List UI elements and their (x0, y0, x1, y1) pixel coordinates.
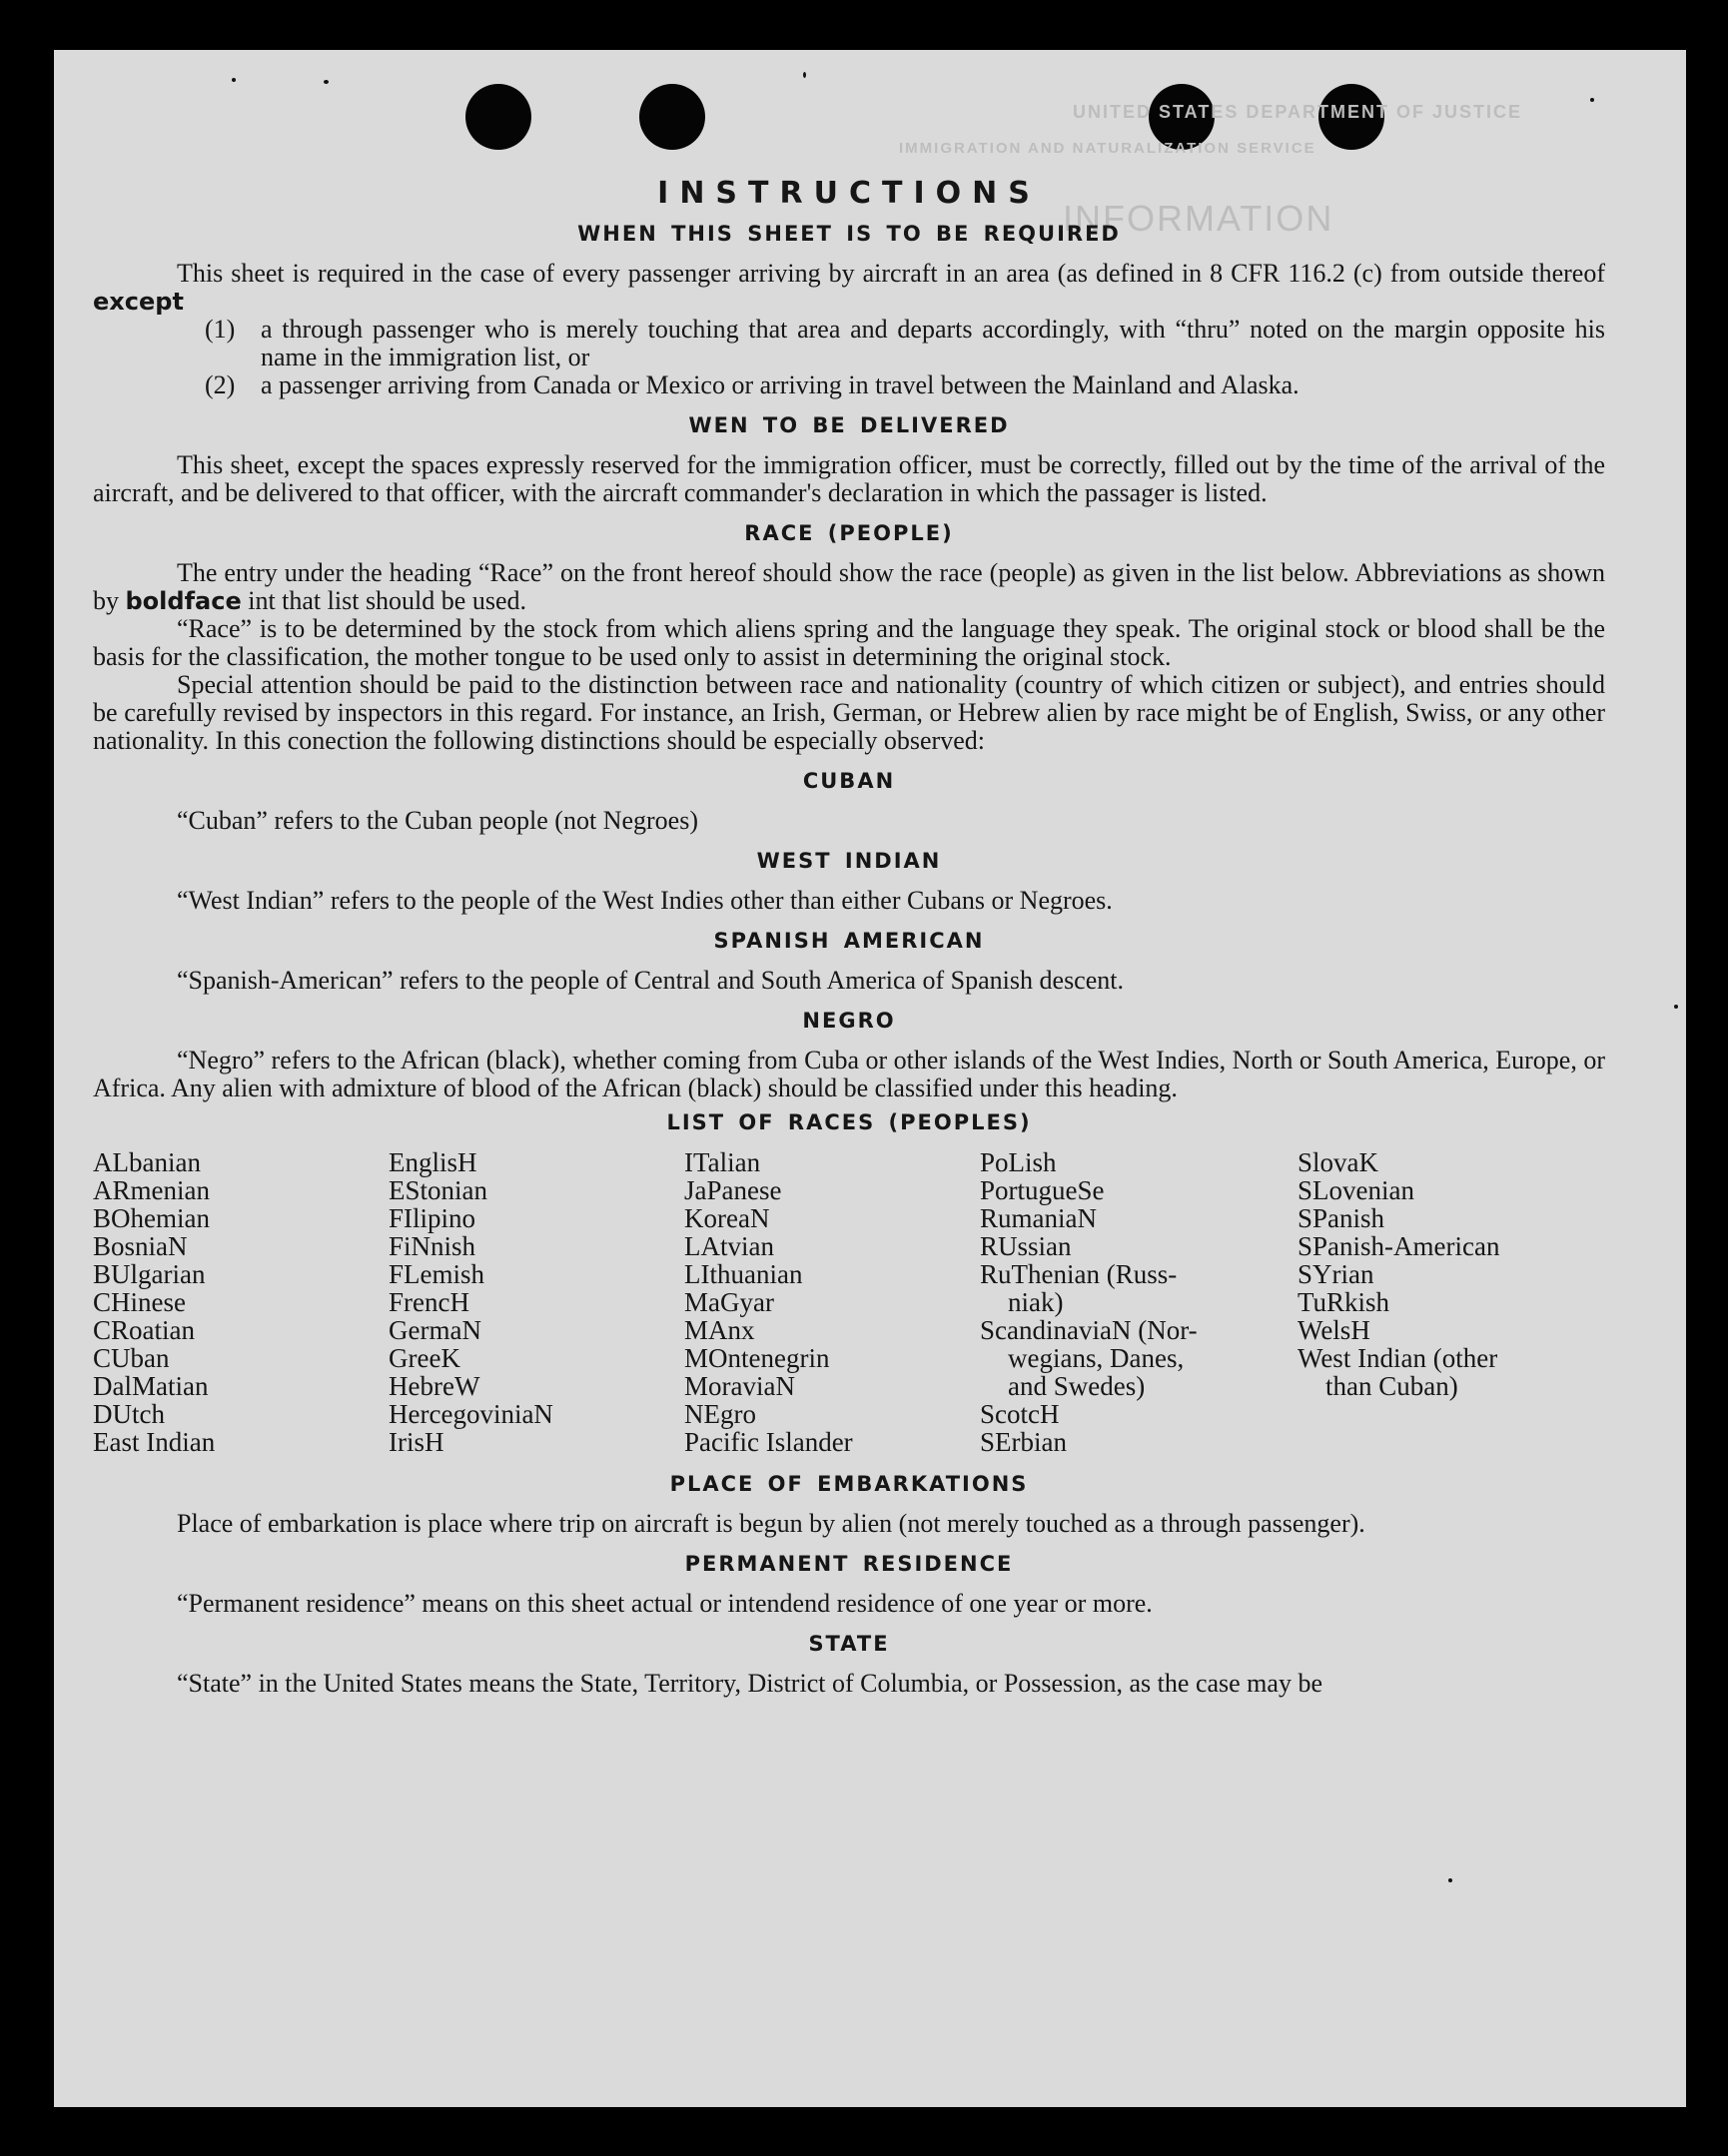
page-title: INSTRUCTIONS (657, 176, 1041, 211)
section-heading-spanish-american: SPANISH AMERICAN (713, 929, 985, 953)
race-entry: HebreW (389, 1371, 480, 1401)
race-entry: EnglisH (389, 1147, 477, 1177)
races-column (389, 1148, 684, 1456)
list-item (93, 316, 1605, 371)
race-entry-continuation: and Swedes) (1008, 1371, 1146, 1401)
section-heading-west-indian: WEST INDIAN (756, 849, 942, 873)
race-entry-continuation: than Cuban) (1325, 1371, 1458, 1401)
race-entry: ScandinaviaN (Nor- (980, 1315, 1198, 1345)
item-text: a through passenger who is merely touching that area and departs accordingly, with “thru” noted on the margin opposite his name in the immigration list, or (261, 315, 1605, 371)
race-entry: FiNnish (389, 1231, 476, 1261)
section-heading-cuban: CUBAN (802, 769, 896, 793)
embarkation-paragraph: Place of embarkation is place where trip on aircraft is begun by alien (not merely touched as a through passenger). (177, 1509, 1365, 1538)
dust-speck (232, 78, 236, 82)
race-entry: FIlipino (389, 1203, 476, 1233)
race-entry: ScotcH (980, 1399, 1060, 1429)
race-entry: JaPanese (684, 1175, 782, 1205)
race-paragraph-1 (93, 559, 1605, 615)
cuban-paragraph: “Cuban” refers to the Cuban people (not Negroes) (177, 806, 698, 835)
spanish-american-paragraph: “Spanish-American” refers to the people of Central and South America of Spanish descent. (177, 966, 1124, 995)
race-entry: RUssian (980, 1231, 1072, 1261)
instructions-body (93, 176, 1605, 1698)
race-entry: NEgro (684, 1399, 756, 1429)
race-entry-continuation: niak) (1008, 1287, 1064, 1317)
race-entry: PoLish (980, 1147, 1057, 1177)
race-entry: FLemish (389, 1259, 485, 1289)
bleed-through-text: INFORMATION (1063, 198, 1334, 239)
item-number: (2) (205, 370, 236, 399)
race-entry: BOhemian (93, 1203, 210, 1233)
section-heading-embarkation: PLACE OF EMBARKATIONS (669, 1472, 1029, 1496)
race-entry: MOntenegrin (684, 1343, 830, 1373)
punch-hole (465, 84, 531, 150)
races-column (684, 1148, 980, 1456)
races-column (980, 1148, 1297, 1456)
races-column (1297, 1148, 1597, 1456)
race-entry: EStonian (389, 1175, 487, 1205)
section-heading-list-of-races: LIST OF RACES (PEOPLES) (666, 1110, 1032, 1134)
race-entry: DalMatian (93, 1371, 209, 1401)
race-entry: TuRkish (1297, 1287, 1390, 1317)
race-entry: RuThenian (Russ- (980, 1259, 1178, 1289)
race-entry: SErbian (980, 1427, 1067, 1457)
dust-speck (1674, 1005, 1678, 1009)
section-heading-race: RACE (PEOPLE) (744, 521, 954, 545)
race-entry: MAnx (684, 1315, 755, 1345)
race-entry: KoreaN (684, 1203, 770, 1233)
race-entry: East Indian (93, 1427, 216, 1457)
race-entry: SLovenian (1297, 1175, 1414, 1205)
race-entry: WelsH (1297, 1315, 1370, 1345)
negro-paragraph: “Negro” refers to the African (black), whether coming from Cuba or other islands of the West Indies, North or South America, Europe, or Africa. Any alien with admixture of blood of the African (black) should be classified under this heading. (93, 1046, 1605, 1102)
races-table (93, 1148, 1605, 1456)
race-entry: Pacific Islander (684, 1427, 853, 1457)
race-entry: SYrian (1297, 1259, 1374, 1289)
bleed-through-text: UNITED STATES DEPARTMENT OF JUSTICE (1073, 102, 1523, 122)
section-heading-required: WHEN THIS SHEET IS TO BE REQUIRED (577, 222, 1121, 246)
race-text: int that list should be used. (248, 586, 526, 615)
race-entry: ITalian (684, 1147, 761, 1177)
delivery-paragraph: This sheet, except the spaces expressly reserved for the immigration officer, must be correctly, filled out by the time of the arrival of the aircraft, and be delivered to that officer, with the aircraft commander's declaration in which the passager is listed. (93, 450, 1605, 507)
residence-paragraph: “Permanent residence” means on this sheet actual or intendend residence of one year or more. (177, 1589, 1153, 1618)
race-entry: SPanish-American (1297, 1231, 1500, 1261)
races-column (93, 1148, 389, 1456)
race-entry-continuation: wegians, Danes, (1008, 1343, 1185, 1373)
section-heading-negro: NEGRO (802, 1009, 896, 1033)
race-text: The entry under the heading “Race” on the front hereof should show the race (people) as given in the list below. Abbreviations as shown by (93, 558, 1605, 615)
dust-speck (803, 72, 806, 78)
race-paragraph-3: Special attention should be paid to the distinction between race and nationality (country of which citizen or subject), and entries should be carefully revised by inspectors in this regard. For instance, an Irish, German, or Hebrew alien by race might be of English, Swiss, or any other nationality. In this conection the following distinctions should be especially observed: (93, 670, 1605, 755)
race-entry: GermaN (389, 1315, 481, 1345)
race-entry: HercegoviniaN (389, 1399, 553, 1429)
section-heading-state: STATE (808, 1632, 890, 1656)
item-text: a passenger arriving from Canada or Mexico or arriving in travel between the Mainland and Alaska. (261, 370, 1299, 399)
race-entry: West Indian (other (1297, 1343, 1498, 1373)
race-entry: ARmenian (93, 1175, 210, 1205)
race-entry: SPanish (1297, 1203, 1385, 1233)
race-entry: LAtvian (684, 1231, 774, 1261)
except-emphasis: except (93, 288, 184, 316)
requirement-text: This sheet is required in the case of every passenger arriving by aircraft in an area (as defined in 8 CFR 116.2 (c) from outside thereof (177, 259, 1605, 288)
dust-speck (1448, 1878, 1452, 1882)
item-number: (1) (205, 315, 236, 344)
race-entry: ALbanian (93, 1147, 201, 1177)
dust-speck (324, 80, 329, 84)
race-entry: PortugueSe (980, 1175, 1105, 1205)
section-heading-delivery: WEN TO BE DELIVERED (688, 413, 1010, 437)
boldface-emphasis: boldface (125, 587, 242, 615)
race-entry: CRoatian (93, 1315, 195, 1345)
race-entry: SlovaK (1297, 1147, 1378, 1177)
race-entry: LIthuanian (684, 1259, 803, 1289)
race-entry: DUtch (93, 1399, 165, 1429)
race-entry: FrencH (389, 1287, 469, 1317)
list-item (93, 371, 1605, 399)
section-heading-residence: PERMANENT RESIDENCE (684, 1552, 1014, 1576)
race-entry: MaGyar (684, 1287, 774, 1317)
race-entry: CHinese (93, 1287, 186, 1317)
document-page (54, 50, 1686, 2107)
requirement-paragraph (93, 260, 1605, 316)
race-entry: MoraviaN (684, 1371, 795, 1401)
punch-hole (639, 84, 705, 150)
dust-speck (1590, 98, 1594, 102)
race-entry: IrisH (389, 1427, 444, 1457)
state-paragraph: “State” in the United States means the State, Territory, District of Columbia, or Possession, as the case may be (177, 1669, 1322, 1698)
race-entry: GreeK (389, 1343, 460, 1373)
bleed-through-text: IMMIGRATION AND NATURALIZATION SERVICE (899, 140, 1316, 157)
race-entry: BUlgarian (93, 1259, 206, 1289)
race-entry: CUban (93, 1343, 170, 1373)
race-entry: RumaniaN (980, 1203, 1097, 1233)
west-indian-paragraph: “West Indian” refers to the people of the West Indies other than either Cubans or Negroes. (177, 886, 1113, 915)
race-paragraph-2: “Race” is to be determined by the stock from which aliens spring and the language they speak. The original stock or blood shall be the basis for the classification, the mother tongue to be used only to assist in determining the original stock. (93, 614, 1605, 671)
race-entry: BosniaN (93, 1231, 188, 1261)
